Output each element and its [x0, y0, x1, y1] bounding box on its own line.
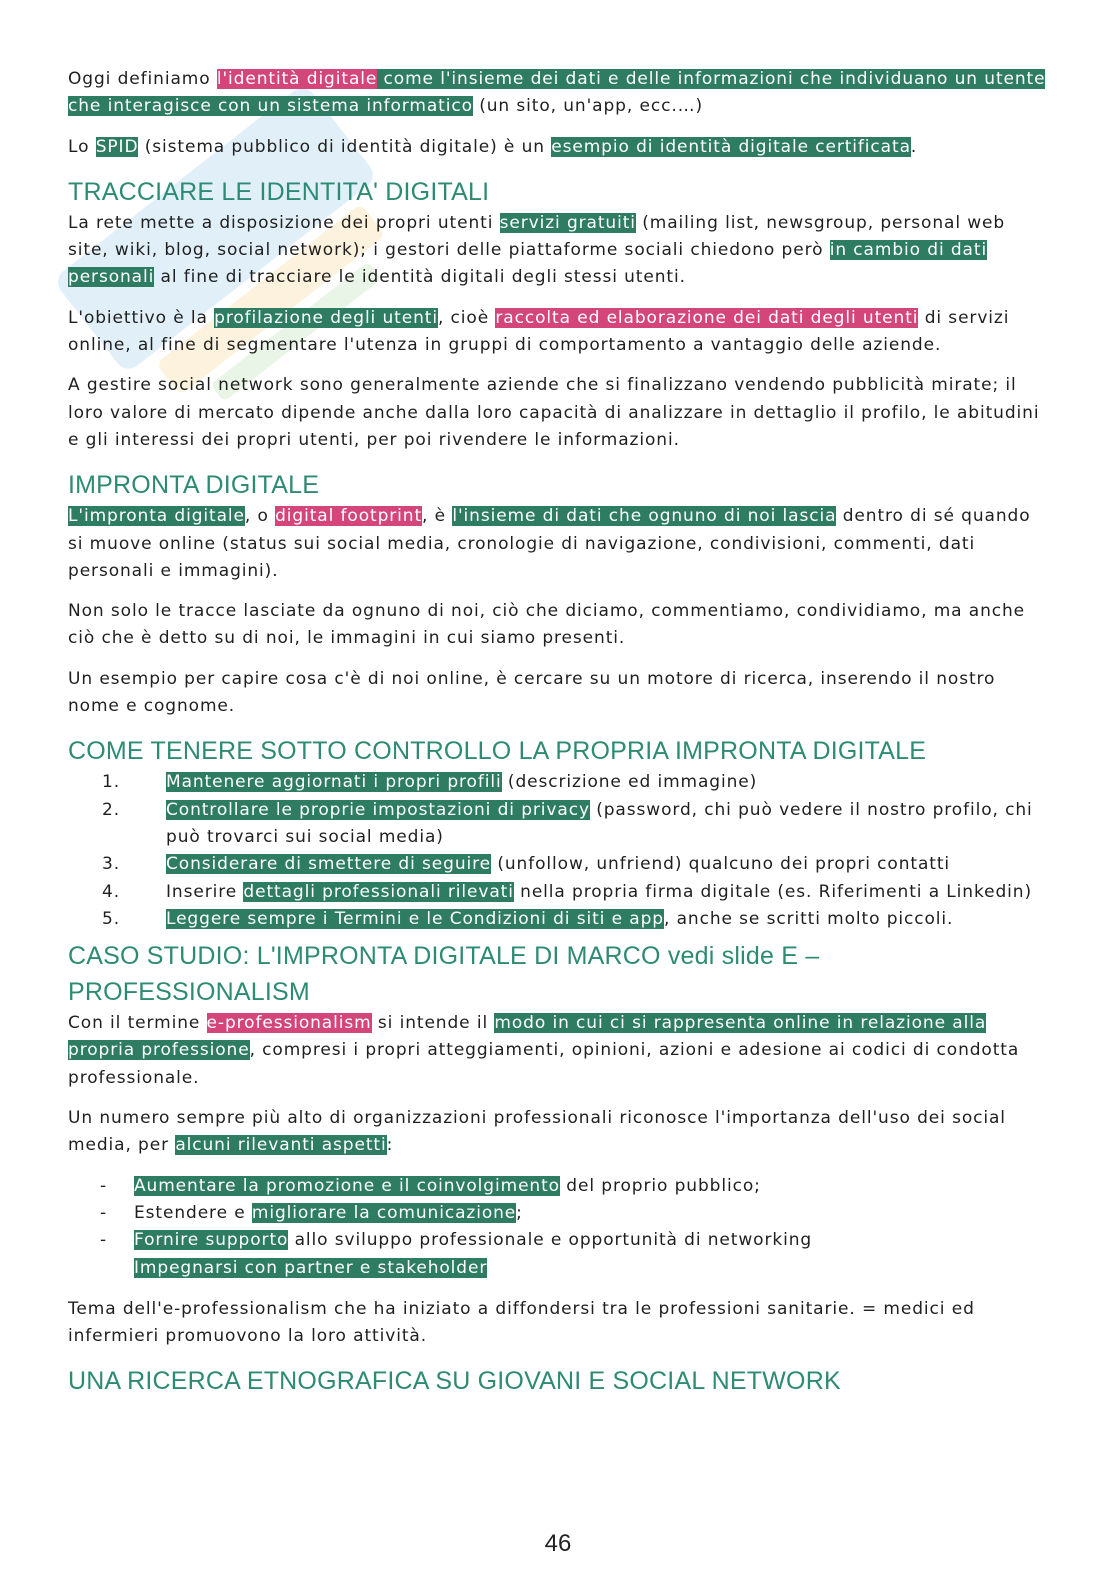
- list-item: 1. Mantenere aggiornati i propri profili (descrizione ed immagine): [102, 772, 758, 793]
- tracciare-paragraph-2: L'obiettivo è la profilazione degli utenti, cioè raccolta ed elaborazione dei dati degli utenti di servizi online, al fine di segmentare l'utenza in gruppi di comportamento a vantaggio delle aziende.: [68, 307, 1010, 356]
- page-number: 46: [544, 1530, 572, 1557]
- highlight-pink: raccolta ed elaborazione dei dati degli utenti: [495, 307, 919, 328]
- intro-paragraph-1: Oggi definiamo l'identità digitale come l'insieme dei dati e delle informazioni che individuano un utente che interagisce con un sistema informatico (un sito, un'app, ecc.…): [68, 69, 1046, 117]
- highlight-green: dettagli professionali rilevati: [243, 881, 514, 902]
- caso-paragraph-2: Un numero sempre più alto di organizzazioni professionali riconosce l'importanza dell'uso dei social media, per alcuni rilevanti aspetti:: [68, 1108, 1006, 1156]
- list-item: - Fornire supporto allo sviluppo professionale e opportunità di networking: [100, 1230, 813, 1251]
- impronta-paragraph-3: Un esempio per capire cosa c'è di noi online, è cercare su un motore di ricerca, inserendo il nostro nome e cognome.: [68, 668, 996, 717]
- highlight-pink: digital footprint: [275, 506, 423, 527]
- highlight-green: migliorare la comunicazione: [251, 1202, 517, 1223]
- highlight-green: L'impronta digitale: [68, 506, 245, 527]
- heading-tracciare: TRACCIARE LE IDENTITA' DIGITALI: [68, 177, 490, 206]
- tracciare-paragraph-1: La rete mette a disposizione dei propri utenti servizi gratuiti (mailing list, newsgroup, personal web site, wiki, blog, social network); i gestori delle piattaforme sociali chiedono però in cambio di dati personali al fine di tracciare le identità digitali degli stessi utenti.: [68, 212, 1006, 288]
- tracciare-paragraph-3: A gestire social network sono generalmente aziende che si finalizzano vendendo pubblicità mirate; il loro valore di mercato dipende anche dalla loro capacità di analizzare in dettaglio il profilo, le abitudini e gli interessi dei propri utenti, per poi rivendere le informazioni.: [68, 375, 1040, 450]
- list-item: 4. Inserire dettagli professionali rilevati nella propria firma digitale (es. Riferimenti a Linkedin): [102, 881, 1032, 902]
- highlight-green: in cambio di dati personali: [68, 240, 988, 288]
- highlight-green: Leggere sempre i Termini e le Condizioni di siti e app: [166, 908, 664, 929]
- highlight-green: servizi gratuiti: [499, 212, 636, 233]
- list-item: 5. Leggere sempre i Termini e le Condizioni di siti e app, anche se scritti molto piccoli.: [102, 908, 954, 929]
- highlight-green: profilazione degli utenti: [214, 307, 438, 328]
- heading-impronta: IMPRONTA DIGITALE: [68, 471, 320, 500]
- impronta-paragraph-2: Non solo le tracce lasciate da ognuno di noi, ciò che diciamo, commentiamo, condividiamo, ma anche ciò che è detto su di noi, le immagini in cui siamo presenti.: [68, 601, 1026, 649]
- highlight-green: come l'insieme dei dati e delle informazioni che individuano un utente che interagisce con un sistema informatico: [68, 69, 1046, 117]
- numbered-list: [68, 769, 1048, 933]
- bullet-list: [68, 1173, 1048, 1282]
- caso-paragraph-3: Tema dell'e-professionalism che ha iniziato a diffondersi tra le professioni sanitarie. = medici ed infermieri promuovono la loro attività.: [68, 1298, 975, 1347]
- highlight-green: Aumentare la promozione e il coinvolgimento: [134, 1175, 560, 1196]
- list-item: [68, 1255, 1048, 1282]
- list-item: 2. Controllare le proprie impostazioni di privacy (password, chi può vedere il nostro profilo, chi può trovarci sui social media): [102, 799, 1033, 847]
- highlight-green: SPID: [95, 136, 139, 157]
- highlight-green: Impegnarsi con partner e stakeholder: [134, 1257, 488, 1278]
- list-item: 3. Considerare di smettere di seguire (unfollow, unfriend) qualcuno dei propri contatti: [102, 854, 951, 875]
- caso-paragraph-1: Con il termine e-professionalism si intende il modo in cui ci si rappresenta online in relazione alla propria professione, compresi i propri atteggiamenti, opinioni, azioni e adesione ai codici di condotta professionale.: [68, 1013, 1020, 1088]
- highlight-green: Fornire supporto: [134, 1230, 289, 1251]
- intro-paragraph-2: Lo SPID (sistema pubblico di identità digitale) è un esempio di identità digitale certificata.: [68, 136, 918, 157]
- highlight-green: Controllare le proprie impostazioni di privacy: [166, 799, 590, 820]
- highlight-green: modo in cui ci si rappresenta online in relazione alla propria professione: [68, 1013, 987, 1061]
- list-item: - Estendere e migliorare la comunicazione;: [100, 1202, 523, 1223]
- highlight-green: esempio di identità digitale certificata: [551, 136, 911, 157]
- highlight-pink: l'identità digitale: [216, 69, 378, 89]
- heading-ricerca: UNA RICERCA ETNOGRAFICA SU GIOVANI E SOCIAL NETWORK: [68, 1367, 841, 1396]
- highlight-green: l'insieme di dati che ognuno di noi lascia: [452, 506, 837, 527]
- list-item: - Aumentare la promozione e il coinvolgimento del proprio pubblico;: [100, 1175, 761, 1196]
- highlight-green: Considerare di smettere di seguire: [166, 854, 492, 875]
- heading-caso-studio: CASO STUDIO: L'IMPRONTA DIGITALE DI MARCO vedi slide E – PROFESSIONALISM: [68, 942, 820, 1007]
- highlight-green: Mantenere aggiornati i propri profili: [166, 772, 502, 793]
- document-page: [68, 66, 1048, 1399]
- highlight-green: alcuni rilevanti aspetti: [175, 1135, 387, 1156]
- highlight-pink: e-professionalism: [206, 1013, 372, 1034]
- impronta-paragraph-1: L'impronta digitale, o digital footprint, è l'insieme di dati che ognuno di noi lascia dentro di sé quando si muove online (status sui social media, cronologie di navigazione, condivisioni, commenti, dati personali e immagini).: [68, 506, 1031, 581]
- heading-controllo: COME TENERE SOTTO CONTROLLO LA PROPRIA IMPRONTA DIGITALE: [68, 737, 927, 766]
